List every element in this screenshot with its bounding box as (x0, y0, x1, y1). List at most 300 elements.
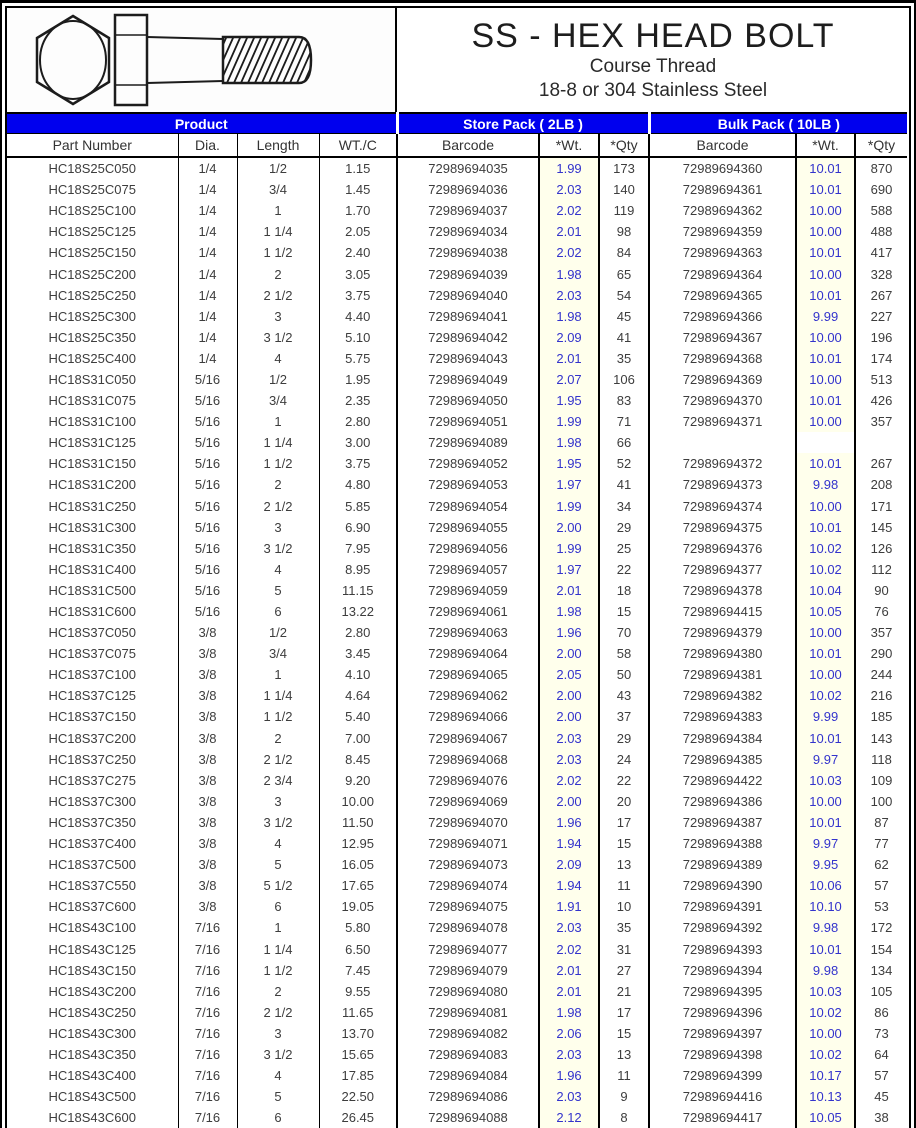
cell-bulk-weight (796, 432, 855, 453)
cell-bulk-weight: 9.95 (796, 854, 855, 875)
cell-part-number: HC18S43C300 (48, 1025, 136, 1041)
table-row (7, 643, 907, 664)
cell-weight-per-c: 7.95 (319, 538, 397, 559)
cell-bulk-qty: 328 (855, 263, 907, 284)
cell-bulk-qty: 143 (855, 728, 907, 749)
cell-weight-per-c: 11.15 (319, 580, 397, 601)
cell-bulk-barcode: 72989694381 (649, 664, 796, 685)
cell-bulk-qty: 57 (855, 1065, 907, 1086)
cell-part-number: HC18S25C350 (48, 329, 136, 345)
cell-diameter: 3/8 (178, 812, 237, 833)
column-header-store-barcode: Barcode (397, 134, 539, 158)
cell-bulk-qty: 870 (855, 157, 907, 179)
table-row (7, 200, 907, 221)
cell-part-number: HC18S43C200 (48, 983, 136, 999)
cell-store-weight: 1.97 (539, 474, 599, 495)
cell-bulk-qty: 357 (855, 411, 907, 432)
cell-bulk-qty: 417 (855, 242, 907, 263)
cell-store-weight: 2.01 (539, 580, 599, 601)
cell-bulk-qty: 227 (855, 306, 907, 327)
cell-bulk-qty: 90 (855, 580, 907, 601)
cell-store-barcode: 72989694071 (397, 833, 539, 854)
cell-store-barcode: 72989694051 (397, 411, 539, 432)
cell-weight-per-c: 10.00 (319, 791, 397, 812)
cell-length: 1 1/4 (237, 432, 319, 453)
cell-store-barcode: 72989694082 (397, 1023, 539, 1044)
cell-bulk-qty: 267 (855, 453, 907, 474)
cell-length: 2 (237, 981, 319, 1002)
cell-bulk-barcode: 72989694359 (649, 221, 796, 242)
cell-part-number: HC18S31C300 (48, 519, 136, 535)
cell-bulk-weight: 10.02 (796, 538, 855, 559)
cell-part-number: HC18S37C250 (48, 751, 136, 767)
cell-diameter: 5/16 (178, 432, 237, 453)
cell-bulk-weight: 9.98 (796, 917, 855, 938)
cell-bulk-barcode: 72989694362 (649, 200, 796, 221)
cell-store-weight: 2.03 (539, 179, 599, 200)
cell-store-weight: 2.06 (539, 1023, 599, 1044)
cell-store-barcode: 72989694074 (397, 875, 539, 896)
table-row (7, 728, 907, 749)
cell-part-number: HC18S43C350 (48, 1046, 136, 1062)
cell-length: 1/2 (237, 622, 319, 643)
cell-store-qty: 54 (599, 285, 649, 306)
cell-store-barcode: 72989694065 (397, 664, 539, 685)
cell-store-barcode: 72989694086 (397, 1086, 539, 1107)
cell-weight-per-c: 3.75 (319, 285, 397, 306)
cell-bulk-barcode: 72989694364 (649, 263, 796, 284)
cell-bulk-qty: 134 (855, 960, 907, 981)
cell-bulk-qty: 86 (855, 1002, 907, 1023)
cell-bulk-weight: 10.01 (796, 453, 855, 474)
cell-bulk-barcode (649, 432, 796, 453)
cell-weight-per-c: 11.50 (319, 812, 397, 833)
cell-store-qty: 25 (599, 538, 649, 559)
cell-bulk-barcode: 72989694391 (649, 896, 796, 917)
cell-bulk-barcode: 72989694373 (649, 474, 796, 495)
cell-diameter: 5/16 (178, 496, 237, 517)
table-row (7, 938, 907, 959)
cell-part-number: HC18S25C400 (48, 350, 136, 366)
cell-weight-per-c: 13.70 (319, 1023, 397, 1044)
cell-bulk-barcode: 72989694390 (649, 875, 796, 896)
table-row (7, 706, 907, 727)
cell-length: 1/2 (237, 369, 319, 390)
table-row (7, 664, 907, 685)
table-row (7, 896, 907, 917)
cell-store-weight: 2.01 (539, 221, 599, 242)
cell-bulk-qty: 64 (855, 1044, 907, 1065)
cell-bulk-weight: 10.03 (796, 981, 855, 1002)
table-row (7, 622, 907, 643)
cell-bulk-qty: 100 (855, 791, 907, 812)
cell-store-weight: 1.94 (539, 875, 599, 896)
cell-length: 3 1/2 (237, 812, 319, 833)
cell-store-qty: 45 (599, 306, 649, 327)
cell-store-weight: 2.09 (539, 854, 599, 875)
cell-length: 2 1/2 (237, 1002, 319, 1023)
cell-bulk-weight: 10.05 (796, 601, 855, 622)
cell-store-barcode: 72989694039 (397, 263, 539, 284)
cell-store-barcode: 72989694036 (397, 179, 539, 200)
cell-length: 4 (237, 1065, 319, 1086)
cell-bulk-weight: 10.00 (796, 369, 855, 390)
cell-bulk-qty (855, 432, 907, 453)
cell-length: 3 1/2 (237, 538, 319, 559)
cell-diameter: 1/4 (178, 200, 237, 221)
cell-bulk-weight: 10.02 (796, 559, 855, 580)
cell-weight-per-c: 17.85 (319, 1065, 397, 1086)
cell-bulk-barcode: 72989694360 (649, 157, 796, 179)
table-row (7, 770, 907, 791)
cell-diameter: 5/16 (178, 538, 237, 559)
cell-store-qty: 24 (599, 749, 649, 770)
cell-store-barcode: 72989694069 (397, 791, 539, 812)
cell-bulk-weight: 10.03 (796, 770, 855, 791)
cell-bulk-qty: 109 (855, 770, 907, 791)
cell-store-qty: 15 (599, 601, 649, 622)
hex-bolt-svg (11, 11, 391, 109)
cell-part-number: HC18S25C050 (48, 161, 136, 177)
cell-store-weight: 2.01 (539, 960, 599, 981)
cell-store-barcode: 72989694057 (397, 559, 539, 580)
table-row (7, 833, 907, 854)
cell-store-weight: 1.99 (539, 157, 599, 179)
cell-store-weight: 2.03 (539, 285, 599, 306)
cell-length: 3 (237, 306, 319, 327)
cell-bulk-qty: 77 (855, 833, 907, 854)
cell-length: 2 1/2 (237, 496, 319, 517)
cell-store-barcode: 72989694034 (397, 221, 539, 242)
cell-store-weight: 2.05 (539, 664, 599, 685)
cell-weight-per-c: 19.05 (319, 896, 397, 917)
cell-store-weight: 2.02 (539, 938, 599, 959)
cell-bulk-barcode: 72989694365 (649, 285, 796, 306)
cell-bulk-barcode: 72989694387 (649, 812, 796, 833)
cell-weight-per-c: 15.65 (319, 1044, 397, 1065)
cell-store-qty: 13 (599, 1044, 649, 1065)
cell-store-weight: 1.98 (539, 432, 599, 453)
cell-store-barcode: 72989694068 (397, 749, 539, 770)
cell-bulk-weight: 10.01 (796, 517, 855, 538)
cell-store-weight: 1.91 (539, 896, 599, 917)
cell-bulk-weight: 10.00 (796, 622, 855, 643)
cell-store-barcode: 72989694067 (397, 728, 539, 749)
cell-store-barcode: 72989694066 (397, 706, 539, 727)
cell-store-qty: 35 (599, 348, 649, 369)
cell-bulk-qty: 690 (855, 179, 907, 200)
cell-store-qty: 41 (599, 474, 649, 495)
cell-weight-per-c: 6.50 (319, 938, 397, 959)
table-row (7, 496, 907, 517)
cell-bulk-barcode: 72989694383 (649, 706, 796, 727)
cell-bulk-weight: 10.00 (796, 221, 855, 242)
cell-part-number: HC18S43C600 (48, 1110, 136, 1126)
cell-bulk-weight: 10.01 (796, 812, 855, 833)
cell-part-number: HC18S31C125 (48, 435, 136, 451)
cell-weight-per-c: 16.05 (319, 854, 397, 875)
cell-weight-per-c: 8.95 (319, 559, 397, 580)
cell-diameter: 5/16 (178, 559, 237, 580)
cell-bulk-barcode: 72989694370 (649, 390, 796, 411)
cell-bulk-qty: 76 (855, 601, 907, 622)
cell-bulk-weight: 10.02 (796, 685, 855, 706)
cell-part-number: HC18S43C250 (48, 1004, 136, 1020)
cell-bulk-barcode: 72989694374 (649, 496, 796, 517)
cell-store-barcode: 72989694070 (397, 812, 539, 833)
table-row (7, 601, 907, 622)
column-header-diameter: Dia. (178, 134, 237, 158)
table-row (7, 517, 907, 538)
cell-bulk-qty: 196 (855, 327, 907, 348)
cell-length: 1 1/2 (237, 242, 319, 263)
cell-diameter: 3/8 (178, 833, 237, 854)
cell-store-barcode: 72989694083 (397, 1044, 539, 1065)
table-row (7, 1065, 907, 1086)
table-row (7, 875, 907, 896)
cell-store-barcode: 72989694080 (397, 981, 539, 1002)
cell-part-number: HC18S31C250 (48, 498, 136, 514)
cell-part-number: HC18S43C100 (48, 920, 136, 936)
cell-bulk-weight: 10.10 (796, 896, 855, 917)
cell-store-qty: 13 (599, 854, 649, 875)
cell-store-qty: 43 (599, 685, 649, 706)
cell-bulk-weight: 10.01 (796, 179, 855, 200)
cell-weight-per-c: 2.05 (319, 221, 397, 242)
cell-bulk-weight: 10.00 (796, 664, 855, 685)
cell-part-number: HC18S31C350 (48, 540, 136, 556)
cell-bulk-barcode: 72989694376 (649, 538, 796, 559)
cell-diameter: 3/8 (178, 896, 237, 917)
cell-bulk-qty: 244 (855, 664, 907, 685)
cell-length: 3/4 (237, 643, 319, 664)
cell-diameter: 5/16 (178, 453, 237, 474)
cell-diameter: 3/8 (178, 664, 237, 685)
cell-store-weight: 1.98 (539, 263, 599, 284)
cell-store-barcode: 72989694040 (397, 285, 539, 306)
cell-weight-per-c: 17.65 (319, 875, 397, 896)
cell-store-weight: 2.01 (539, 981, 599, 1002)
cell-store-qty: 173 (599, 157, 649, 179)
cell-bulk-barcode: 72989694371 (649, 411, 796, 432)
cell-store-weight: 1.98 (539, 1002, 599, 1023)
cell-length: 1 1/2 (237, 453, 319, 474)
cell-bulk-weight: 10.01 (796, 348, 855, 369)
cell-store-qty: 9 (599, 1086, 649, 1107)
cell-store-weight: 1.97 (539, 559, 599, 580)
cell-length: 2 (237, 263, 319, 284)
cell-bulk-barcode: 72989694385 (649, 749, 796, 770)
cell-bulk-qty: 267 (855, 285, 907, 306)
cell-weight-per-c: 2.80 (319, 622, 397, 643)
cell-store-weight: 2.00 (539, 517, 599, 538)
cell-diameter: 1/4 (178, 179, 237, 200)
cell-store-qty: 41 (599, 327, 649, 348)
cell-diameter: 3/8 (178, 770, 237, 791)
column-header-store-qty: *Qty (599, 134, 649, 158)
table-row (7, 1002, 907, 1023)
cell-part-number: HC18S37C050 (48, 625, 136, 641)
column-header-bulk-weight: *Wt. (796, 134, 855, 158)
cell-bulk-barcode: 72989694389 (649, 854, 796, 875)
cell-store-weight: 1.99 (539, 538, 599, 559)
cell-length: 1 (237, 917, 319, 938)
cell-part-number: HC18S37C600 (48, 899, 136, 915)
cell-weight-per-c: 22.50 (319, 1086, 397, 1107)
table-row (7, 221, 907, 242)
cell-store-barcode: 72989694055 (397, 517, 539, 538)
column-header-bulk-qty: *Qty (855, 134, 907, 158)
table-row (7, 685, 907, 706)
table-row (7, 791, 907, 812)
cell-store-barcode: 72989694035 (397, 157, 539, 179)
cell-bulk-weight: 9.99 (796, 706, 855, 727)
cell-weight-per-c: 4.10 (319, 664, 397, 685)
cell-bulk-barcode: 72989694392 (649, 917, 796, 938)
cell-bulk-qty: 105 (855, 981, 907, 1002)
cell-store-barcode: 72989694078 (397, 917, 539, 938)
cell-store-weight: 2.00 (539, 685, 599, 706)
cell-weight-per-c: 4.40 (319, 306, 397, 327)
cell-bulk-qty: 174 (855, 348, 907, 369)
cell-part-number: HC18S37C300 (48, 793, 136, 809)
cell-diameter: 3/8 (178, 685, 237, 706)
cell-bulk-weight: 10.00 (796, 200, 855, 221)
cell-store-qty: 140 (599, 179, 649, 200)
cell-length: 4 (237, 833, 319, 854)
cell-bulk-weight: 10.06 (796, 875, 855, 896)
cell-bulk-weight: 10.02 (796, 1044, 855, 1065)
cell-store-weight: 1.96 (539, 1065, 599, 1086)
cell-store-weight: 1.98 (539, 306, 599, 327)
cell-bulk-qty: 290 (855, 643, 907, 664)
cell-bulk-qty: 57 (855, 875, 907, 896)
cell-bulk-weight: 10.01 (796, 643, 855, 664)
cell-bulk-barcode: 72989694375 (649, 517, 796, 538)
table-row (7, 179, 907, 200)
cell-diameter: 7/16 (178, 1107, 237, 1128)
cell-bulk-barcode: 72989694366 (649, 306, 796, 327)
cell-store-weight: 2.09 (539, 327, 599, 348)
cell-store-weight: 1.95 (539, 453, 599, 474)
cell-bulk-qty: 53 (855, 896, 907, 917)
cell-bulk-weight: 10.00 (796, 791, 855, 812)
cell-weight-per-c: 5.85 (319, 496, 397, 517)
cell-length: 4 (237, 559, 319, 580)
cell-weight-per-c: 4.80 (319, 474, 397, 495)
cell-bulk-qty: 38 (855, 1107, 907, 1128)
cell-store-qty: 27 (599, 960, 649, 981)
cell-part-number: HC18S37C100 (48, 667, 136, 683)
cell-store-barcode: 72989694089 (397, 432, 539, 453)
cell-store-qty: 83 (599, 390, 649, 411)
cell-store-qty: 17 (599, 1002, 649, 1023)
table-row (7, 960, 907, 981)
cell-diameter: 7/16 (178, 1065, 237, 1086)
group-header-product: Product (7, 113, 397, 134)
sheet-header (7, 8, 909, 112)
cell-bulk-barcode: 72989694417 (649, 1107, 796, 1128)
cell-length: 1 1/2 (237, 706, 319, 727)
cell-diameter: 1/4 (178, 327, 237, 348)
cell-length: 5 (237, 1086, 319, 1107)
cell-bulk-barcode: 72989694395 (649, 981, 796, 1002)
cell-length: 1 (237, 200, 319, 221)
page-subtitle-thread-type: Course Thread (589, 56, 717, 77)
cell-diameter: 1/4 (178, 306, 237, 327)
column-header-row (7, 134, 907, 158)
cell-weight-per-c: 12.95 (319, 833, 397, 854)
cell-store-qty: 106 (599, 369, 649, 390)
cell-store-weight: 2.00 (539, 706, 599, 727)
column-header-bulk-barcode: Barcode (649, 134, 796, 158)
cell-store-barcode: 72989694064 (397, 643, 539, 664)
table-row (7, 749, 907, 770)
cell-bulk-weight: 10.00 (796, 263, 855, 284)
cell-part-number: HC18S37C350 (48, 814, 136, 830)
group-header-row (7, 113, 907, 134)
cell-weight-per-c: 3.75 (319, 453, 397, 474)
cell-weight-per-c: 2.35 (319, 390, 397, 411)
cell-bulk-weight: 9.98 (796, 474, 855, 495)
cell-bulk-qty: 145 (855, 517, 907, 538)
table-row (7, 327, 907, 348)
cell-store-qty: 29 (599, 517, 649, 538)
cell-length: 3 (237, 1023, 319, 1044)
cell-weight-per-c: 1.15 (319, 157, 397, 179)
cell-weight-per-c: 4.64 (319, 685, 397, 706)
cell-weight-per-c: 3.05 (319, 263, 397, 284)
cell-weight-per-c: 8.45 (319, 749, 397, 770)
cell-store-barcode: 72989694079 (397, 960, 539, 981)
cell-weight-per-c: 5.40 (319, 706, 397, 727)
cell-bulk-weight: 10.02 (796, 1002, 855, 1023)
table-row (7, 263, 907, 284)
cell-store-qty: 66 (599, 432, 649, 453)
cell-length: 1 1/4 (237, 685, 319, 706)
cell-bulk-barcode: 72989694380 (649, 643, 796, 664)
cell-length: 1 1/4 (237, 938, 319, 959)
cell-length: 3/4 (237, 179, 319, 200)
cell-store-qty: 22 (599, 770, 649, 791)
cell-length: 5 1/2 (237, 875, 319, 896)
group-header-store-pack: Store Pack ( 2LB ) (397, 113, 649, 134)
cell-store-weight: 1.98 (539, 601, 599, 622)
cell-diameter: 7/16 (178, 938, 237, 959)
table-row (7, 559, 907, 580)
cell-length: 2 1/2 (237, 749, 319, 770)
cell-diameter: 3/8 (178, 791, 237, 812)
cell-bulk-qty: 73 (855, 1023, 907, 1044)
cell-store-barcode: 72989694077 (397, 938, 539, 959)
cell-store-qty: 11 (599, 1065, 649, 1086)
cell-length: 3/4 (237, 390, 319, 411)
cell-diameter: 7/16 (178, 1002, 237, 1023)
cell-bulk-qty: 208 (855, 474, 907, 495)
cell-weight-per-c: 9.55 (319, 981, 397, 1002)
cell-diameter: 1/4 (178, 348, 237, 369)
cell-part-number: HC18S37C275 (48, 772, 136, 788)
cell-store-qty: 65 (599, 263, 649, 284)
cell-bulk-qty: 513 (855, 369, 907, 390)
cell-length: 3 1/2 (237, 327, 319, 348)
cell-diameter: 3/8 (178, 622, 237, 643)
cell-bulk-barcode: 72989694361 (649, 179, 796, 200)
cell-weight-per-c: 3.45 (319, 643, 397, 664)
cell-bulk-qty: 172 (855, 917, 907, 938)
cell-part-number: HC18S25C100 (48, 203, 136, 219)
cell-store-weight: 1.96 (539, 622, 599, 643)
